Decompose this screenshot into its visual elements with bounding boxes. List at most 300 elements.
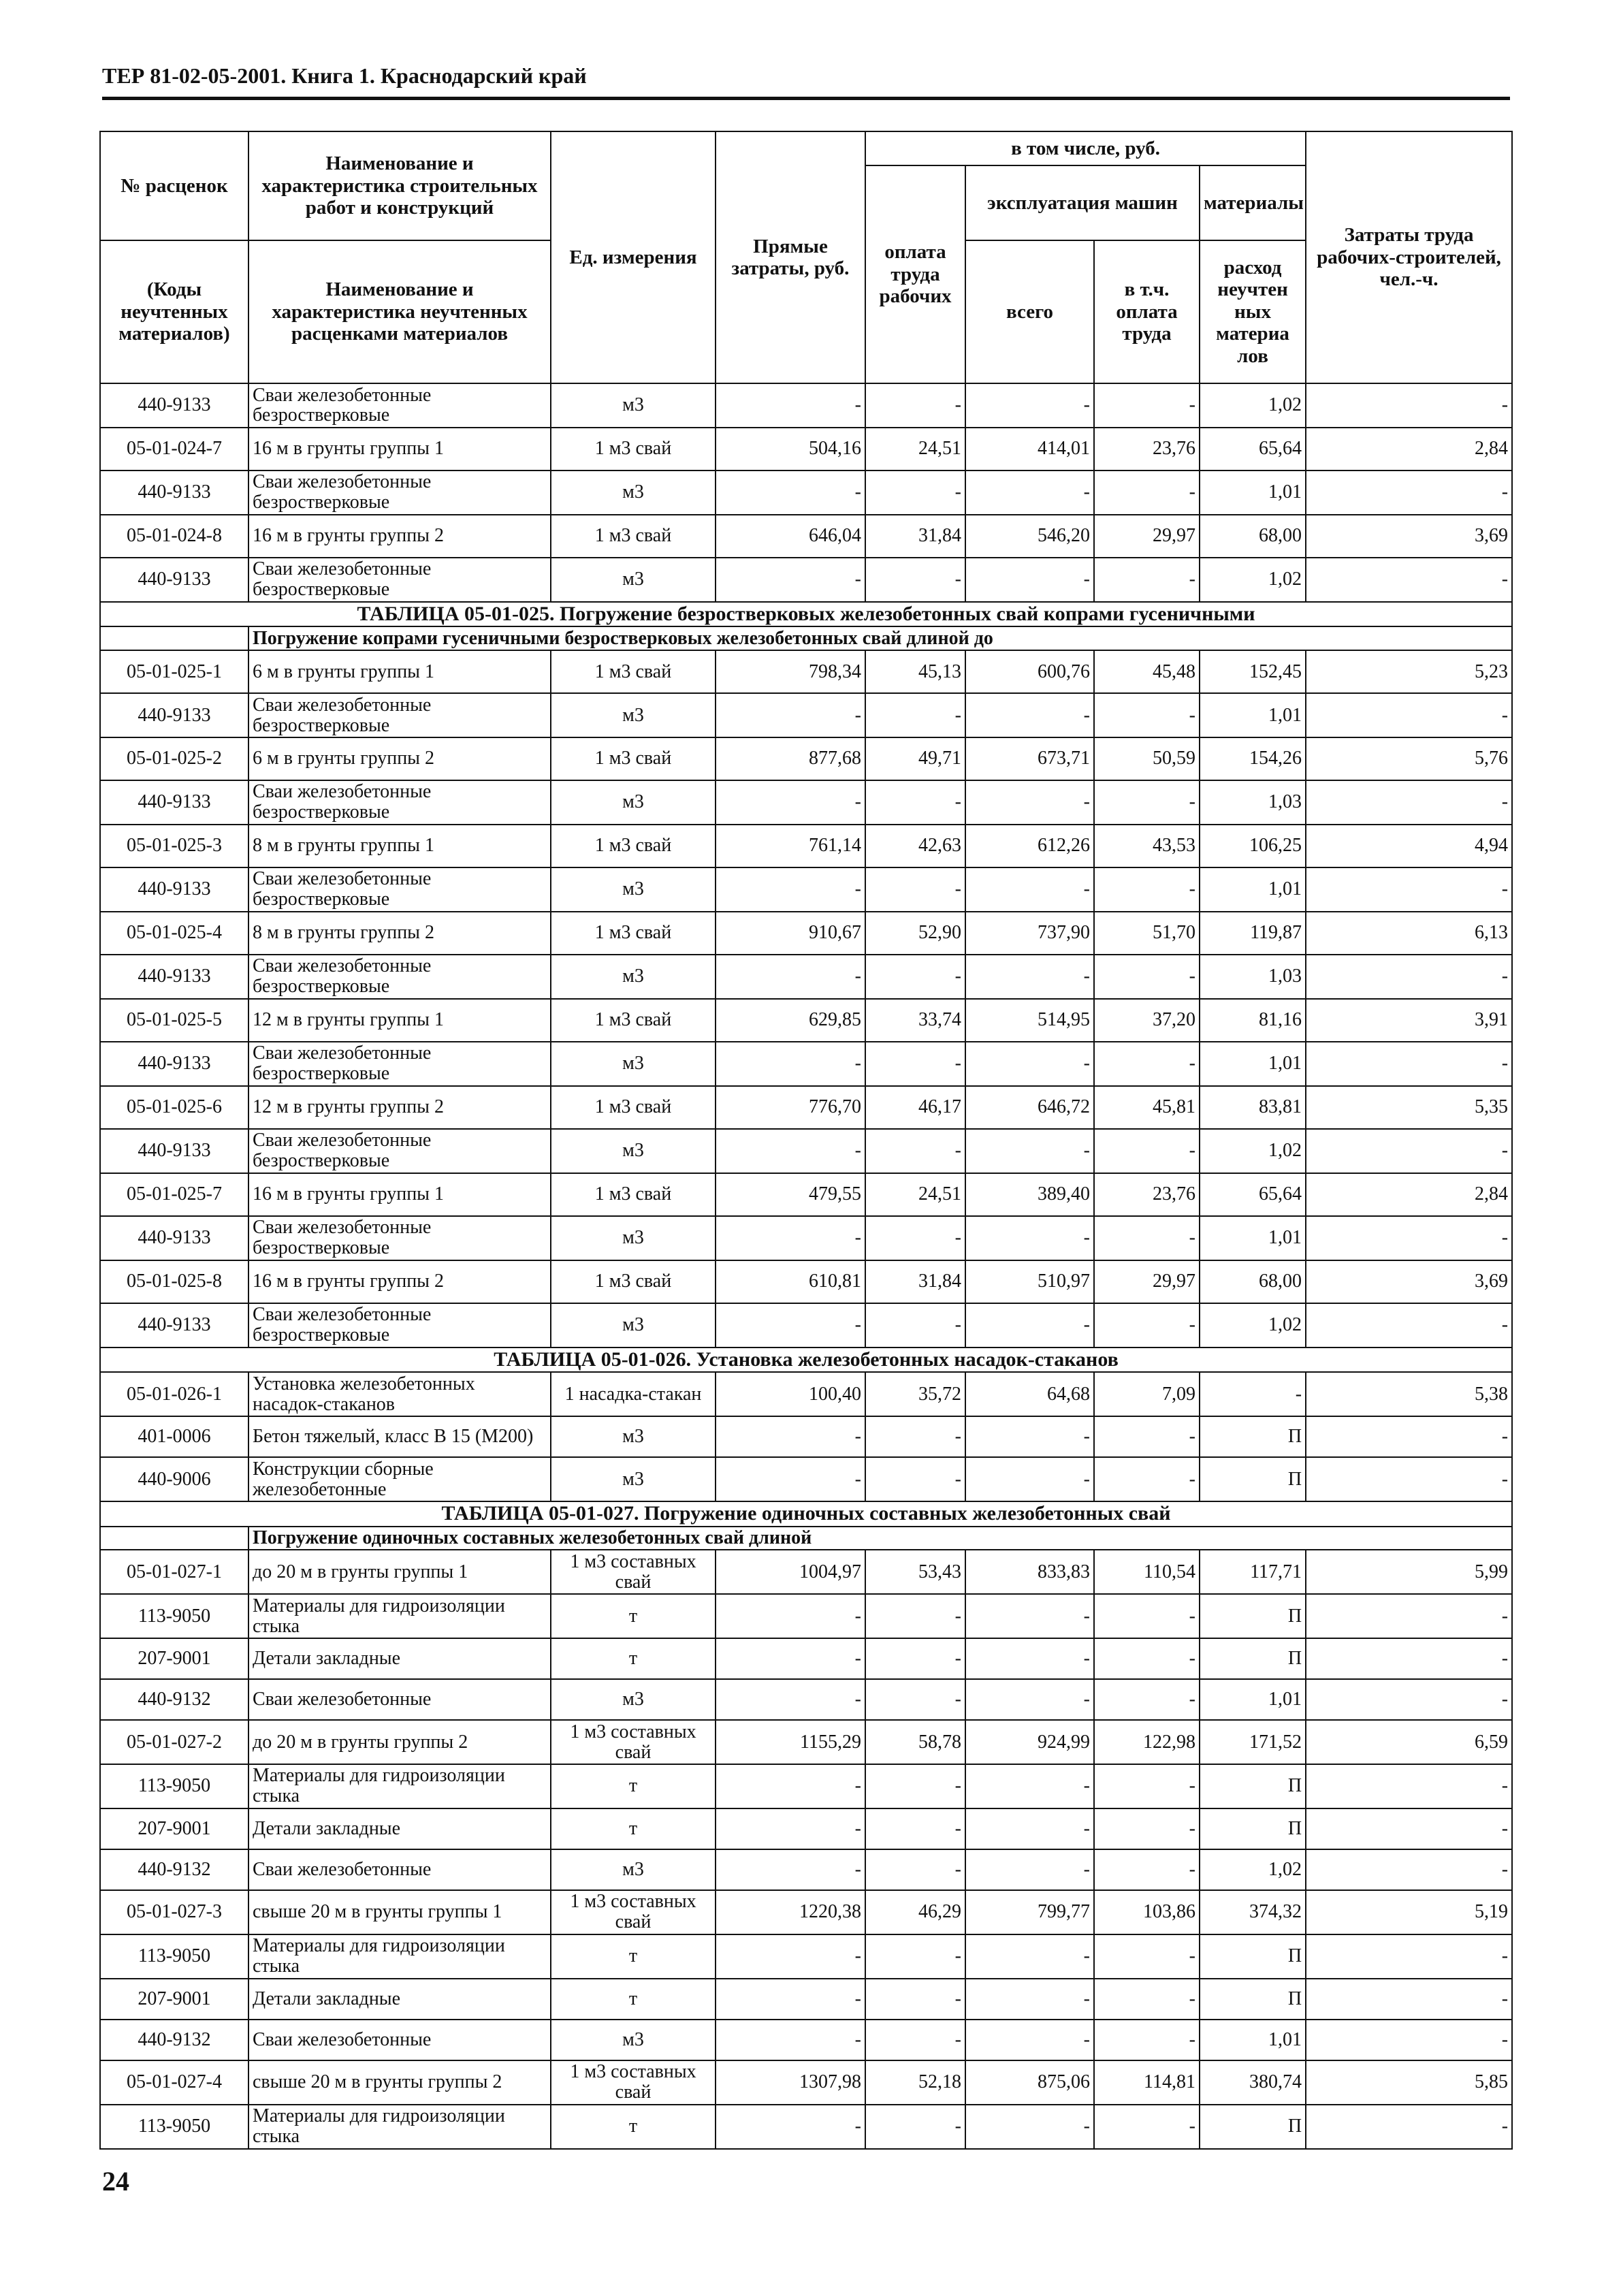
direct-costs: 798,34: [716, 650, 865, 693]
materials-value: П: [1200, 1764, 1306, 1808]
labor-pay: -: [865, 1129, 965, 1173]
rate-code: 05-01-025-1: [100, 650, 248, 693]
materials-value: 1,02: [1200, 1129, 1306, 1173]
unit-of-measure: 1 м3 свай: [551, 1173, 716, 1216]
table-title-row: [100, 602, 1512, 627]
direct-costs: -: [716, 780, 865, 825]
material-description: Сваи железобетонные: [248, 2020, 551, 2060]
header-including: в том числе, руб.: [865, 131, 1306, 165]
material-code: 440-9133: [100, 1129, 248, 1173]
material-description: Бетон тяжелый, класс В 15 (М200): [248, 1416, 551, 1457]
material-description: Материалы для гидроизоляции стыка: [248, 1764, 551, 1808]
labor-pay: -: [865, 1849, 965, 1890]
direct-costs: -: [716, 1129, 865, 1173]
material-row: [100, 2105, 1512, 2149]
material-code: 113-9050: [100, 1594, 248, 1638]
unit-of-measure: 1 м3 свай: [551, 737, 716, 780]
machine-labor: 43,53: [1094, 825, 1200, 867]
rate-code: 05-01-025-8: [100, 1260, 248, 1303]
labor-hours: -: [1306, 1216, 1512, 1260]
unit-of-measure: т: [551, 1594, 716, 1638]
labor-hours: -: [1306, 1679, 1512, 1720]
material-description: Сваи железобетонные безростверковые: [248, 471, 551, 515]
labor-hours: 5,35: [1306, 1086, 1512, 1129]
rate-row: [100, 825, 1512, 867]
unit-of-measure: т: [551, 1764, 716, 1808]
machine-labor: 29,97: [1094, 515, 1200, 558]
direct-costs: -: [716, 1303, 865, 1348]
machine-total: 389,40: [965, 1173, 1094, 1216]
labor-pay: 31,84: [865, 515, 965, 558]
materials-value: 117,71: [1200, 1550, 1306, 1594]
machine-labor: 7,09: [1094, 1372, 1200, 1416]
direct-costs: -: [716, 1594, 865, 1638]
direct-costs: 776,70: [716, 1086, 865, 1129]
labor-pay: -: [865, 2020, 965, 2060]
unit-of-measure: м3: [551, 693, 716, 737]
direct-costs: -: [716, 1457, 865, 1501]
labor-hours: -: [1306, 1638, 1512, 1679]
material-row: [100, 2020, 1512, 2060]
labor-hours: 6,59: [1306, 1720, 1512, 1764]
table-title-row: [100, 1501, 1512, 1527]
machine-total: 546,20: [965, 515, 1094, 558]
work-description: 16 м в грунты группы 1: [248, 1173, 551, 1216]
material-description: Сваи железобетонные безростверковые: [248, 867, 551, 912]
unit-of-measure: т: [551, 2105, 716, 2149]
materials-value: 380,74: [1200, 2060, 1306, 2105]
machine-total: -: [965, 1638, 1094, 1679]
work-description: до 20 м в грунты группы 2: [248, 1720, 551, 1764]
materials-value: П: [1200, 2105, 1306, 2149]
labor-hours: -: [1306, 1594, 1512, 1638]
rate-code: 05-01-025-6: [100, 1086, 248, 1129]
labor-pay: 24,51: [865, 428, 965, 471]
material-description: Сваи железобетонные безростверковые: [248, 1216, 551, 1260]
material-code: 113-9050: [100, 1764, 248, 1808]
labor-hours: -: [1306, 471, 1512, 515]
work-description: 16 м в грунты группы 2: [248, 1260, 551, 1303]
direct-costs: -: [716, 2105, 865, 2149]
labor-hours: 6,13: [1306, 912, 1512, 955]
machine-total: -: [965, 955, 1094, 999]
material-code: 440-9133: [100, 1042, 248, 1086]
machine-labor: 51,70: [1094, 912, 1200, 955]
unit-of-measure: м3: [551, 1042, 716, 1086]
materials-value: 1,02: [1200, 1849, 1306, 1890]
direct-costs: -: [716, 558, 865, 602]
direct-costs: 877,68: [716, 737, 865, 780]
material-description: Детали закладные: [248, 1979, 551, 2020]
unit-of-measure: м3: [551, 2020, 716, 2060]
rate-row: [100, 1372, 1512, 1416]
machine-labor: -: [1094, 1849, 1200, 1890]
direct-costs: 1220,38: [716, 1890, 865, 1934]
material-row: [100, 780, 1512, 825]
unit-of-measure: м3: [551, 780, 716, 825]
machine-labor: -: [1094, 1042, 1200, 1086]
labor-pay: -: [865, 1457, 965, 1501]
unit-of-measure: м3: [551, 1849, 716, 1890]
machine-labor: -: [1094, 383, 1200, 428]
unit-of-measure: т: [551, 1979, 716, 2020]
materials-value: 65,64: [1200, 428, 1306, 471]
labor-hours: -: [1306, 1808, 1512, 1849]
section-table-title: ТАБЛИЦА 05-01-025. Погружение безростверковых железобетонных свай копрами гусеничными: [100, 602, 1512, 627]
labor-pay: -: [865, 2105, 965, 2149]
direct-costs: 100,40: [716, 1372, 865, 1416]
material-row: [100, 1594, 1512, 1638]
material-code: 440-9132: [100, 2020, 248, 2060]
header-materials: материалы: [1200, 165, 1306, 240]
labor-pay: -: [865, 1679, 965, 1720]
direct-costs: -: [716, 1934, 865, 1979]
labor-pay: -: [865, 1808, 965, 1849]
materials-value: 1,01: [1200, 471, 1306, 515]
material-row: [100, 558, 1512, 602]
materials-value: П: [1200, 1457, 1306, 1501]
labor-pay: -: [865, 471, 965, 515]
labor-pay: -: [865, 1042, 965, 1086]
subgroup-row: [100, 626, 1512, 650]
machine-labor: -: [1094, 1594, 1200, 1638]
unit-of-measure: м3: [551, 867, 716, 912]
rates-table: [99, 131, 1513, 2150]
material-code: 207-9001: [100, 1638, 248, 1679]
material-description: Сваи железобетонные безростверковые: [248, 955, 551, 999]
direct-costs: 646,04: [716, 515, 865, 558]
machine-labor: 114,81: [1094, 2060, 1200, 2105]
rate-code: 05-01-025-7: [100, 1173, 248, 1216]
header-rate-code: № расценок: [100, 131, 248, 240]
labor-pay: -: [865, 693, 965, 737]
material-code: 440-9132: [100, 1849, 248, 1890]
materials-value: 1,01: [1200, 1042, 1306, 1086]
subgroup-title: Погружение одиночных составных железобетонных свай длиной: [248, 1527, 1512, 1550]
labor-hours: -: [1306, 2020, 1512, 2060]
material-code: 207-9001: [100, 1979, 248, 2020]
material-description: Детали закладные: [248, 1808, 551, 1849]
unit-of-measure: м3: [551, 1679, 716, 1720]
machine-labor: -: [1094, 2105, 1200, 2149]
table-title-row: [100, 1348, 1512, 1373]
header-work-name: Наименование и характеристика строительных работ и конструкций: [248, 131, 551, 240]
material-description: Сваи железобетонные безростверковые: [248, 383, 551, 428]
section-table-title: ТАБЛИЦА 05-01-026. Установка железобетонных насадок-стаканов: [100, 1348, 1512, 1373]
unit-of-measure: 1 м3 свай: [551, 428, 716, 471]
work-description: 8 м в грунты группы 1: [248, 825, 551, 867]
materials-value: П: [1200, 1808, 1306, 1849]
header-material-code: (Коды неучтенных материалов): [100, 240, 248, 383]
unit-of-measure: 1 м3 свай: [551, 825, 716, 867]
work-description: 12 м в грунты группы 2: [248, 1086, 551, 1129]
material-code: 440-9133: [100, 1216, 248, 1260]
machine-labor: -: [1094, 2020, 1200, 2060]
material-row: [100, 1638, 1512, 1679]
machine-labor: -: [1094, 1979, 1200, 2020]
direct-costs: 479,55: [716, 1173, 865, 1216]
unit-of-measure: 1 м3 составных свай: [551, 1890, 716, 1934]
machine-total: 673,71: [965, 737, 1094, 780]
unit-of-measure: 1 м3 свай: [551, 1260, 716, 1303]
machine-labor: -: [1094, 1303, 1200, 1348]
direct-costs: 629,85: [716, 999, 865, 1042]
rate-code: 05-01-025-5: [100, 999, 248, 1042]
material-row: [100, 1042, 1512, 1086]
unit-of-measure: 1 м3 свай: [551, 650, 716, 693]
machine-total: -: [965, 1808, 1094, 1849]
material-code: 440-9133: [100, 1303, 248, 1348]
unit-of-measure: м3: [551, 1303, 716, 1348]
labor-pay: -: [865, 1216, 965, 1260]
material-description: Материалы для гидроизоляции стыка: [248, 2105, 551, 2149]
material-description: Сваи железобетонные безростверковые: [248, 1042, 551, 1086]
machine-total: -: [965, 1129, 1094, 1173]
direct-costs: -: [716, 1416, 865, 1457]
materials-value: 1,01: [1200, 1679, 1306, 1720]
work-description: 6 м в грунты группы 2: [248, 737, 551, 780]
labor-pay: 45,13: [865, 650, 965, 693]
machine-labor: -: [1094, 1457, 1200, 1501]
labor-hours: 4,94: [1306, 825, 1512, 867]
unit-of-measure: 1 м3 свай: [551, 912, 716, 955]
unit-of-measure: 1 м3 составных свай: [551, 1720, 716, 1764]
materials-value: 154,26: [1200, 737, 1306, 780]
machine-total: 737,90: [965, 912, 1094, 955]
material-row: [100, 1808, 1512, 1849]
labor-hours: 5,19: [1306, 1890, 1512, 1934]
machine-labor: -: [1094, 1638, 1200, 1679]
material-row: [100, 383, 1512, 428]
machine-labor: 23,76: [1094, 428, 1200, 471]
labor-pay: -: [865, 780, 965, 825]
work-description: свыше 20 м в грунты группы 2: [248, 2060, 551, 2105]
direct-costs: -: [716, 1764, 865, 1808]
machine-labor: -: [1094, 1129, 1200, 1173]
unit-of-measure: м3: [551, 955, 716, 999]
machine-total: 600,76: [965, 650, 1094, 693]
materials-value: -: [1200, 1372, 1306, 1416]
work-description: 12 м в грунты группы 1: [248, 999, 551, 1042]
unit-of-measure: 1 м3 составных свай: [551, 2060, 716, 2105]
machine-total: 799,77: [965, 1890, 1094, 1934]
header-machine-total: всего: [965, 240, 1094, 383]
rate-code: 05-01-027-2: [100, 1720, 248, 1764]
subgroup-title: Погружение копрами гусеничными безростверковых железобетонных свай длиной до: [248, 626, 1512, 650]
labor-pay: 33,74: [865, 999, 965, 1042]
labor-pay: 46,17: [865, 1086, 965, 1129]
rate-row: [100, 2060, 1512, 2105]
labor-hours: -: [1306, 1849, 1512, 1890]
machine-labor: -: [1094, 1764, 1200, 1808]
machine-labor: 50,59: [1094, 737, 1200, 780]
labor-hours: 5,85: [1306, 2060, 1512, 2105]
direct-costs: -: [716, 1808, 865, 1849]
direct-costs: -: [716, 867, 865, 912]
labor-hours: -: [1306, 383, 1512, 428]
machine-total: 646,72: [965, 1086, 1094, 1129]
labor-pay: -: [865, 558, 965, 602]
header-machine-operation: эксплуатация машин: [965, 165, 1200, 240]
labor-hours: -: [1306, 558, 1512, 602]
labor-pay: 24,51: [865, 1173, 965, 1216]
direct-costs: -: [716, 693, 865, 737]
machine-total: -: [965, 1216, 1094, 1260]
material-code: 440-9133: [100, 471, 248, 515]
material-row: [100, 867, 1512, 912]
direct-costs: -: [716, 1638, 865, 1679]
materials-value: 1,01: [1200, 693, 1306, 737]
materials-value: 374,32: [1200, 1890, 1306, 1934]
labor-hours: -: [1306, 1416, 1512, 1457]
material-code: 401-0006: [100, 1416, 248, 1457]
rate-row: [100, 1173, 1512, 1216]
labor-hours: -: [1306, 1934, 1512, 1979]
subgroup-row: [100, 1527, 1512, 1550]
material-code: 440-9133: [100, 955, 248, 999]
machine-total: -: [965, 1416, 1094, 1457]
unit-of-measure: м3: [551, 1216, 716, 1260]
material-row: [100, 1216, 1512, 1260]
material-row: [100, 1303, 1512, 1348]
labor-pay: 42,63: [865, 825, 965, 867]
labor-pay: 49,71: [865, 737, 965, 780]
direct-costs: -: [716, 471, 865, 515]
work-description: 8 м в грунты группы 2: [248, 912, 551, 955]
direct-costs: 761,14: [716, 825, 865, 867]
machine-total: -: [965, 383, 1094, 428]
material-description: Сваи железобетонные безростверковые: [248, 693, 551, 737]
labor-pay: -: [865, 383, 965, 428]
machine-total: -: [965, 1303, 1094, 1348]
material-code: 440-9133: [100, 558, 248, 602]
material-description: Сваи железобетонные безростверковые: [248, 1303, 551, 1348]
material-description: Конструкции сборные железобетонные: [248, 1457, 551, 1501]
page-number: 24: [102, 2166, 129, 2197]
machine-total: 510,97: [965, 1260, 1094, 1303]
machine-total: -: [965, 1594, 1094, 1638]
material-row: [100, 1979, 1512, 2020]
material-row: [100, 1129, 1512, 1173]
rate-code: 05-01-027-1: [100, 1550, 248, 1594]
direct-costs: -: [716, 383, 865, 428]
labor-hours: -: [1306, 1764, 1512, 1808]
labor-pay: -: [865, 1979, 965, 2020]
labor-hours: 5,99: [1306, 1550, 1512, 1594]
material-row: [100, 693, 1512, 737]
rate-row: [100, 1550, 1512, 1594]
materials-value: 83,81: [1200, 1086, 1306, 1129]
material-description: Сваи железобетонные безростверковые: [248, 558, 551, 602]
materials-value: 1,01: [1200, 1216, 1306, 1260]
work-description: свыше 20 м в грунты группы 1: [248, 1890, 551, 1934]
labor-hours: -: [1306, 867, 1512, 912]
labor-pay: 58,78: [865, 1720, 965, 1764]
rate-row: [100, 737, 1512, 780]
materials-value: 1,02: [1200, 383, 1306, 428]
unit-of-measure: 1 м3 свай: [551, 999, 716, 1042]
section-table-title: ТАБЛИЦА 05-01-027. Погружение одиночных составных железобетонных свай: [100, 1501, 1512, 1527]
materials-value: 1,03: [1200, 955, 1306, 999]
work-description: 16 м в грунты группы 1: [248, 428, 551, 471]
labor-pay: -: [865, 867, 965, 912]
unit-of-measure: 1 м3 свай: [551, 1086, 716, 1129]
subgroup-spacer: [100, 626, 248, 650]
machine-total: 833,83: [965, 1550, 1094, 1594]
machine-total: -: [965, 1849, 1094, 1890]
rate-row: [100, 999, 1512, 1042]
machine-total: -: [965, 471, 1094, 515]
unit-of-measure: т: [551, 1638, 716, 1679]
machine-total: 875,06: [965, 2060, 1094, 2105]
labor-hours: 5,38: [1306, 1372, 1512, 1416]
material-description: Сваи железобетонные: [248, 1849, 551, 1890]
material-code: 440-9133: [100, 383, 248, 428]
material-row: [100, 1934, 1512, 1979]
material-code: 440-9133: [100, 867, 248, 912]
table-body: [100, 383, 1512, 2149]
rate-row: [100, 1260, 1512, 1303]
labor-hours: -: [1306, 1303, 1512, 1348]
material-code: 440-9132: [100, 1679, 248, 1720]
rate-row: [100, 912, 1512, 955]
unit-of-measure: м3: [551, 1457, 716, 1501]
machine-labor: -: [1094, 1934, 1200, 1979]
materials-value: 1,01: [1200, 2020, 1306, 2060]
labor-pay: -: [865, 1594, 965, 1638]
rate-row: [100, 1890, 1512, 1934]
header-rule: [102, 97, 1510, 100]
machine-total: -: [965, 2020, 1094, 2060]
unit-of-measure: м3: [551, 1129, 716, 1173]
materials-value: 81,16: [1200, 999, 1306, 1042]
labor-hours: -: [1306, 1042, 1512, 1086]
materials-value: П: [1200, 1416, 1306, 1457]
labor-hours: -: [1306, 1979, 1512, 2020]
material-row: [100, 1764, 1512, 1808]
materials-value: 152,45: [1200, 650, 1306, 693]
labor-pay: -: [865, 1416, 965, 1457]
machine-labor: -: [1094, 1416, 1200, 1457]
labor-pay: 35,72: [865, 1372, 965, 1416]
machine-total: -: [965, 867, 1094, 912]
materials-value: П: [1200, 1638, 1306, 1679]
labor-pay: -: [865, 1764, 965, 1808]
work-description: 6 м в грунты группы 1: [248, 650, 551, 693]
machine-labor: -: [1094, 1679, 1200, 1720]
material-code: 113-9050: [100, 1934, 248, 1979]
labor-hours: 3,69: [1306, 515, 1512, 558]
machine-total: 64,68: [965, 1372, 1094, 1416]
header-machine-labor: в т.ч. оплата труда: [1094, 240, 1200, 383]
machine-labor: -: [1094, 867, 1200, 912]
labor-hours: -: [1306, 955, 1512, 999]
labor-hours: 2,84: [1306, 1173, 1512, 1216]
work-description: до 20 м в грунты группы 1: [248, 1550, 551, 1594]
labor-pay: 53,43: [865, 1550, 965, 1594]
unit-of-measure: т: [551, 1808, 716, 1849]
labor-hours: -: [1306, 780, 1512, 825]
unit-of-measure: м3: [551, 558, 716, 602]
materials-value: 1,02: [1200, 1303, 1306, 1348]
direct-costs: 1004,97: [716, 1550, 865, 1594]
labor-pay: 31,84: [865, 1260, 965, 1303]
material-code: 440-9133: [100, 780, 248, 825]
labor-pay: 46,29: [865, 1890, 965, 1934]
rate-row: [100, 650, 1512, 693]
materials-value: 119,87: [1200, 912, 1306, 955]
materials-value: 171,52: [1200, 1720, 1306, 1764]
